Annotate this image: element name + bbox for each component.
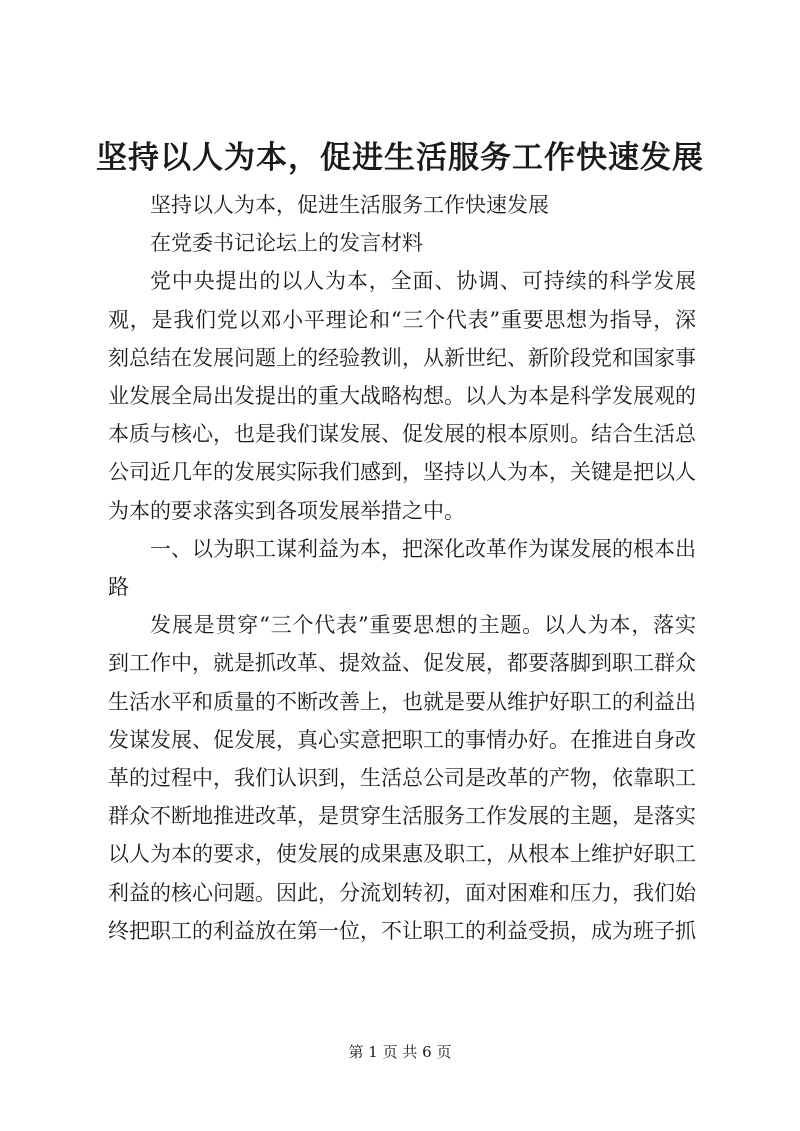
paragraph-occasion: 在党委书记论坛上的发言材料: [150, 231, 423, 256]
paragraph-section-1: 发展是贯穿“三个代表”重要思想的主题。以人为本，落实到工作中，就是抓改革、提效益、促发展，都要落脚到职工群众生活水平和质量的不断改善上，也就是要从维护好职工的利益出发谋发展、促发展，真心实意把职工的事情办好。在推进自身改革的过程中，我们认识到，生活总公司是改革的产物，依靠职工群众不断地推进改革，是贯穿生活服务工作发展的主题，是落实以人为本的要求，使发展的成果惠及职工，从根本上维护好职工利益的核心问题。因此，分流划转初，面对困难和压力，我们始终把职工的利益放在第一位，不让职工的利益受损，成为班子抓: [108, 613, 696, 943]
paragraph-subtitle: 坚持以人为本，促进生活服务工作快速发展: [150, 193, 549, 217]
document-body: [108, 186, 696, 950]
paragraph-intro: 党中央提出的以人为本，全面、协调、可持续的科学发展观，是我们党以邓小平理论和“三个代表”重要思想为指导，深刻总结在发展问题上的经验教训，从新世纪、新阶段党和国家事业发展全局出发提出的重大战略构想。以人为本是科学发展观的本质与核心，也是我们谋发展、促发展的根本原则。结合生活总公司近几年的发展实际我们感到，坚持以人为本，关键是把以人为本的要求落实到各项发展举措之中。: [108, 269, 696, 523]
document-title: 坚持以人为本，促进生活服务工作快速发展: [96, 140, 704, 176]
page-number-footer: 第 1 页 共 6 页: [348, 1043, 452, 1061]
section-heading-1: 一、以为职工谋利益为本，把深化改革作为谋发展的根本出路: [108, 536, 696, 600]
